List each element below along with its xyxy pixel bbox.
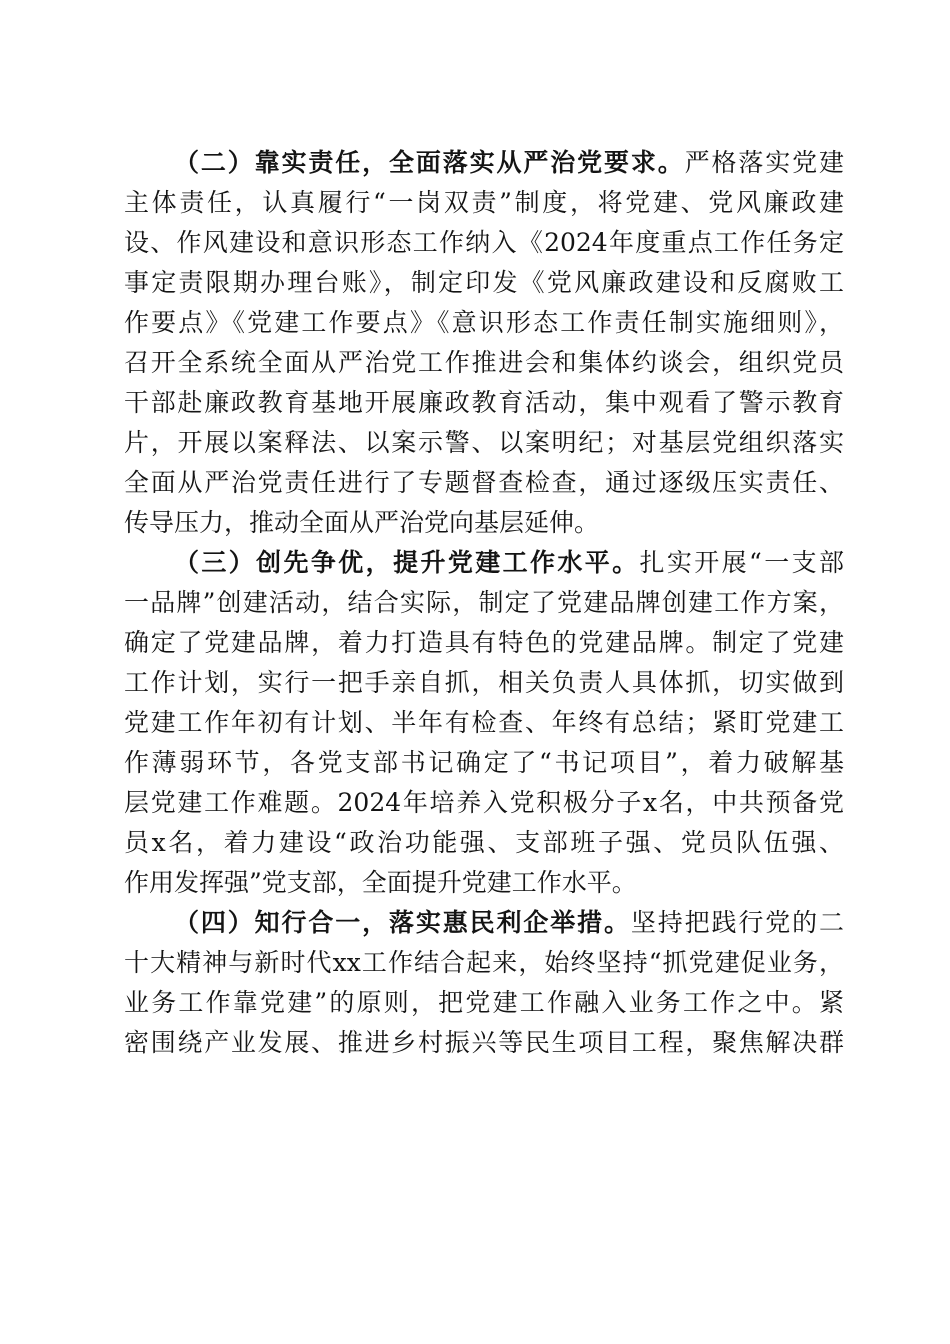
section-3-line: 一品牌”创建活动，结合实际，制定了党建品牌创建工作方案，	[124, 588, 844, 617]
section-3-line: 层党建工作难题。2024年培养入党积极分子x名，中共预备党	[124, 788, 844, 817]
section-3-paragraph	[124, 543, 844, 903]
section-3-line: 作薄弱环节，各党支部书记确定了“书记项目”，着力破解基	[124, 748, 844, 777]
section-2-line: 干部赴廉政教育基地开展廉政教育活动，集中观看了警示教育	[124, 388, 844, 417]
section-2-line: 片，开展以案释法、以案示警、以案明纪；对基层党组织落实	[124, 428, 844, 457]
section-2-first-line-text: 严格落实党建	[684, 148, 844, 177]
section-3-line: 工作计划，实行一把手亲自抓，相关负责人具体抓，切实做到	[124, 668, 844, 697]
section-4-heading: （四）知行合一，落实惠民利企举措。	[174, 908, 631, 937]
section-2-heading: （二）靠实责任，全面落实从严治党要求。	[174, 148, 685, 177]
section-2-line: 传导压力，推动全面从严治党向基层延伸。	[124, 508, 600, 537]
section-3-first-line	[124, 543, 844, 583]
section-2-line: 事定责限期办理台账》，制定印发《党风廉政建设和反腐败工	[124, 268, 844, 297]
section-2-line: 作要点》《党建工作要点》《意识形态工作责任制实施细则》，	[124, 308, 844, 337]
section-4-first-line	[124, 903, 844, 943]
section-4-line: 密围绕产业发展、推进乡村振兴等民生项目工程，聚焦解决群	[124, 1028, 844, 1057]
section-3-line: 确定了党建品牌，着力打造具有特色的党建品牌。制定了党建	[124, 628, 844, 657]
section-4-first-line-text: 坚持把践行党的二	[630, 908, 844, 937]
section-2-line: 全面从严治党责任进行了专题督查检查，通过逐级压实责任、	[124, 468, 844, 497]
section-4-line: 十大精神与新时代xx工作结合起来，始终坚持“抓党建促业务，	[124, 948, 844, 977]
section-2-line: 设、作风建设和意识形态工作纳入《2024年度重点工作任务定	[124, 228, 844, 257]
section-4-paragraph	[124, 903, 844, 1063]
section-2-first-line	[124, 143, 844, 183]
section-2-paragraph	[124, 143, 844, 543]
section-2-line: 主体责任，认真履行“一岗双责”制度，将党建、党风廉政建	[124, 188, 844, 217]
section-3-line: 党建工作年初有计划、半年有检查、年终有总结；紧盯党建工	[124, 708, 844, 737]
section-3-first-line-text: 扎实开展“一支部	[639, 548, 844, 577]
section-4-line: 业务工作靠党建”的原则，把党建工作融入业务工作之中。紧	[124, 988, 844, 1017]
section-3-heading: （三）创先争优，提升党建工作水平。	[174, 548, 640, 577]
section-2-line: 召开全系统全面从严治党工作推进会和集体约谈会，组织党员	[124, 348, 844, 377]
section-3-line: 员x名，着力建设“政治功能强、支部班子强、党员队伍强、	[124, 828, 844, 857]
document-body	[124, 143, 844, 1063]
section-3-line: 作用发挥强”党支部，全面提升党建工作水平。	[124, 868, 637, 897]
